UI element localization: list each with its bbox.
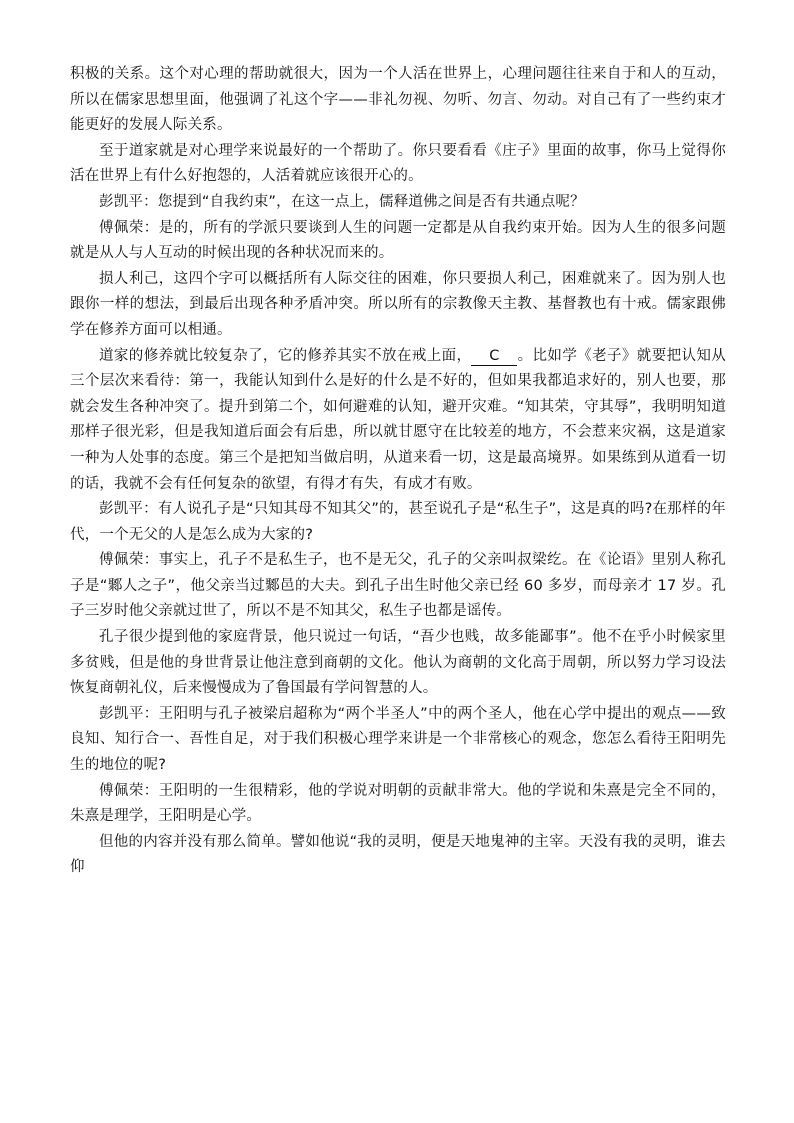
paragraph-1: 积极的关系。这个对心理的帮助就很大，因为一个人活在世界上，心理问题往往来自于和人的互动，所以在儒家思想里面，他强调了礼这个字——非礼勿视、勿听、勿言、勿动。对自己有了一些约束才能更好的发展人际关系。 <box>70 66 726 134</box>
paragraph-12: 但他的内容并没有那么简单。譬如他说“我的灵明，便是天地鬼神的主宰。天没有我的灵明，谁去仰 <box>70 833 726 876</box>
fill-in-blank: C <box>471 347 517 366</box>
paragraph-5: 损人利己，这四个字可以概括所有人际交往的困难，你只要损人利己，困难就来了。因为别人也跟你一样的想法，到最后出现各种矛盾冲突。所以所有的宗教像天主教、基督教也有十戒。儒家跟佛学在修养方面可以相通。 <box>70 270 726 338</box>
paragraph-3: 彭凯平：您提到“自我约束”，在这一点上，儒释道佛之间是否有共通点呢？ <box>99 193 585 210</box>
paragraph-9: 孔子很少提到他的家庭背景，他只说过一句话，“吾少也贱，故多能鄙事”。他不在乎小时候家里多贫贱，但是他的身世背景让他注意到商朝的文化。他认为商朝的文化高于周朝，所以努力学习设法恢复商朝礼仪，后来慢慢成为了鲁国最有学问智慧的人。 <box>70 629 726 697</box>
document-page <box>70 62 726 881</box>
paragraph-2: 至于道家就是对心理学来说最好的一个帮助了。你只要看看《庄子》里面的故事，你马上觉得你活在世界上有什么好抱怨的，人活着就应该很开心的。 <box>70 142 726 185</box>
paragraph-10: 彭凯平：王阳明与孔子被梁启超称为“两个半圣人”中的两个圣人，他在心学中提出的观点——致良知、知行合一、吾性自足，对于我们积极心理学来讲是一个非常核心的观念，您怎么看待王阳明先生的地位的呢? <box>70 705 726 774</box>
paragraph-6-text-before: 道家的修养就比较复杂了，它的修养其实不放在戒上面， <box>99 347 472 364</box>
paragraph-11: 傅佩荣：王阳明的一生很精彩，他的学说对明朝的贡献非常大。他的学说和朱熹是完全不同的，朱熹是理学，王阳明是心学。 <box>70 782 726 825</box>
paragraph-7: 彭凯平：有人说孔子是“只知其母不知其父”的，甚至说孔子是“私生子”，这是真的吗?在那样的年代，一个无父的人是怎么成为大家的? <box>70 501 726 543</box>
paragraph-4: 傅佩荣：是的，所有的学派只要谈到人生的问题一定都是从自我约束开始。因为人生的很多问题就是从人与人互动的时候出现的各种状况而来的。 <box>70 219 726 262</box>
paragraph-6 <box>70 344 726 498</box>
paragraph-8: 傅佩荣：事实上，孔子不是私生子，也不是无父，孔子的父亲叫叔梁纥。在《论语》里别人称孔子是“鄹人之子”，他父亲当过鄹邑的大夫。到孔子出生时他父亲已经 60 多岁，而母亲才 17 岁。孔子三岁时他父亲就过世了，所以不是不知其父，私生子也都是谣传。 <box>70 552 726 620</box>
paragraph-6-text-after: 。比如学《老子》就要把认知从三个层次来看待：第一，我能认知到什么是好的什么是不好的，但如果我都追求好的，别人也要，那就会发生各种冲突了。提升到第二个，如何避难的认知，避开灾难。“知其荣，守其辱”，我明明知道那样子很光彩，但是我知道后面会有后患，所以就甘愿守在比较差的地方，不会惹来灾祸，这是道家一种为人处事的态度。第三个是把知当做启明，从道来看一切，这是最高境界。如果练到从道看一切的话，我就不会有任何复杂的欲望，有得才有失，有成才有败。 <box>70 347 726 492</box>
